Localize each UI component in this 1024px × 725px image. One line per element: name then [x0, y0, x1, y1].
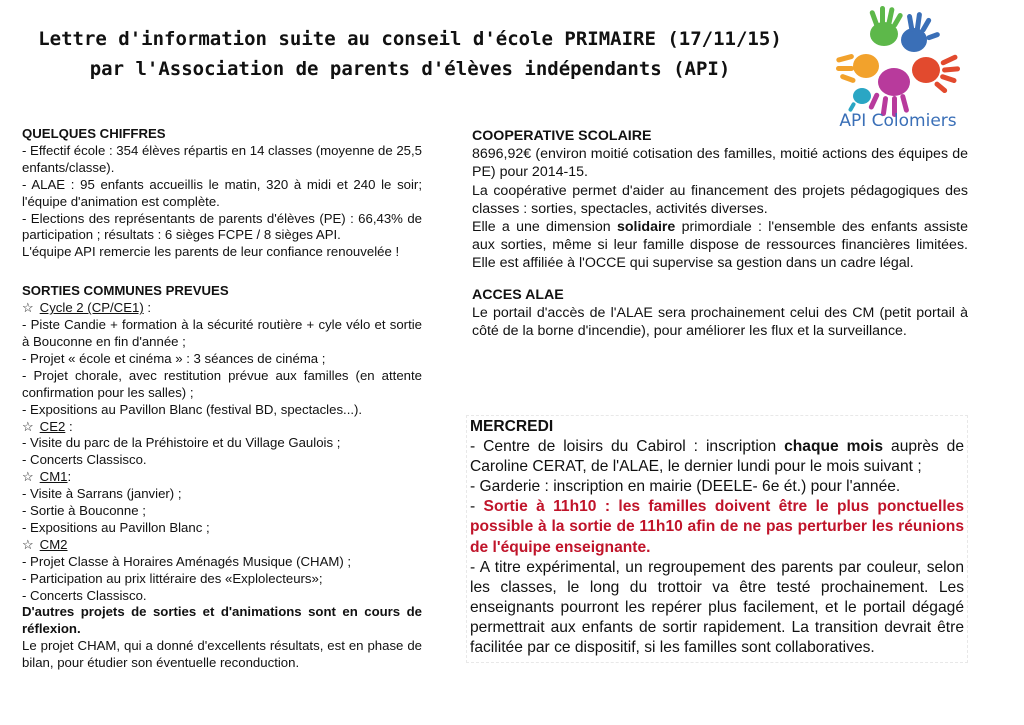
list-item: - Concerts Classisco.: [22, 587, 147, 603]
page-subtitle: par l'Association de parents d'élèves indépendants (API): [89, 58, 731, 80]
mercredi-item: - Garderie : inscription en mairie (DEELE- 6e ét.) pour l'année.: [470, 478, 901, 496]
list-item: - Participation au prix littéraire des «Explolecteurs»;: [22, 570, 323, 586]
cycle2-heading: [22, 300, 422, 317]
list-item: - Visite à Sarrans (janvier) ;: [22, 486, 182, 502]
text-run: -: [470, 498, 484, 516]
bold-note: D'autres projets de sorties et d'animations sont en cours de réflexion.: [22, 604, 422, 637]
cm2-label: CM2: [39, 536, 68, 552]
hand-green-icon: [869, 6, 904, 46]
list-item: - Projet Classe à Horaires Aménagés Musique (CHAM) ;: [22, 553, 352, 569]
chaque-mois-bold: chaque mois: [784, 438, 884, 456]
solidaire-bold: solidaire: [616, 219, 676, 236]
chiffres-line: L'équipe API remercie les parents de leur confiance renouvelée !: [22, 244, 400, 260]
cycle2-suffix: :: [143, 300, 152, 316]
star-icon: ☆: [22, 536, 34, 552]
hand-orange-icon: [836, 53, 879, 83]
mercredi-item: [470, 437, 964, 477]
chiffres-heading: QUELQUES CHIFFRES: [22, 126, 166, 141]
list-item: - Projet chorale, avec restitution prévue aux familles (en attente confirmation pour les salles) ;: [22, 367, 422, 400]
text-run: auprès de Caroline CERAT, de l'ALAE, le dernier lundi pour le mois suivant ;: [470, 438, 964, 476]
cm1-suffix: :: [67, 469, 72, 485]
star-icon: ☆: [22, 418, 34, 434]
text-run: - Centre de loisirs du Cabirol : inscription: [470, 438, 785, 456]
star-icon: ☆: [22, 300, 34, 316]
right-column: [472, 127, 968, 340]
list-item: - Expositions au Pavillon Blanc (festival BD, spectacles...).: [22, 401, 363, 417]
list-item: - Concerts Classisco.: [22, 452, 147, 468]
text-run: Elle a une dimension: [472, 219, 617, 236]
cooperative-para: 8696,92€ (environ moitié cotisation des familles, moitié actions des équipes de PE) pour 2014-15.: [472, 146, 968, 181]
chiffres-line: - ALAE : 95 enfants accueillis le matin, 320 à midi et 240 le soir; l'équipe d'animation est complète.: [22, 176, 422, 209]
left-column: [22, 126, 422, 672]
list-item: - Piste Candie + formation à la sécurité routière + cyle vélo et sortie à Bouconne en fin d'année ;: [22, 317, 422, 349]
cm1-heading: [22, 469, 422, 486]
hand-red-icon: [912, 54, 960, 94]
list-item: - Visite du parc de la Préhistoire et du Village Gaulois ;: [22, 435, 341, 451]
star-icon: ☆: [22, 469, 34, 485]
mercredi-heading: MERCREDI: [470, 418, 554, 435]
list-item: - Projet « école et cinéma » : 3 séances de cinéma ;: [22, 350, 326, 366]
ce2-label: CE2: [39, 418, 66, 434]
cycle2-label: Cycle 2 (CP/CE1): [39, 300, 144, 316]
mercredi-item: [470, 497, 964, 557]
acces-heading: ACCES ALAE: [472, 286, 564, 303]
list-item: - Sortie à Bouconne ;: [22, 503, 146, 519]
cham-note: Le projet CHAM, qui a donné d'excellents résultats, est en phase de bilan, pour étudier son éventuelle reconduction.: [22, 638, 422, 671]
mercredi-box: [466, 415, 968, 663]
list-item: - Expositions au Pavillon Blanc ;: [22, 519, 210, 535]
page-title: Lettre d'information suite au conseil d'école PRIMAIRE (17/11/15): [38, 28, 782, 50]
acces-text: Le portail d'accès de l'ALAE sera prochainement celui des CM (petit portail à côté de la borne d'incendie), pour améliorer les flux et la surveillance.: [472, 304, 968, 340]
text-run: primordiale : l'ensemble des enfants assiste aux sorties, même si leur famille dispose de ressources financières limitées. Elle est affiliée à l'OCCE qui supervise sa gestion dans un cadre légal.: [472, 219, 969, 272]
cooperative-heading: COOPERATIVE SCOLAIRE: [472, 128, 652, 144]
mercredi-item: - A titre expérimental, un regroupement des parents par couleur, selon les classes, le long du trottoir va être testé prochainement. Les enseignants pourront les repérer plus facilement, et le portail dégagé permettrait aux enfants de sortir rapidement. La transition devrait être facilitée par ce dispositif, si les familles sont collaboratives.: [470, 558, 964, 657]
logo-text: API Colomiers: [839, 111, 957, 131]
cooperative-para: La coopérative permet d'aider au financement des projets pédagogiques des classes : sorties, spectacles, activités diverses.: [472, 182, 968, 217]
cooperative-para: [472, 218, 968, 273]
ce2-heading: [22, 419, 422, 436]
sorties-heading: SORTIES COMMUNES PREVUES: [22, 283, 229, 299]
cm1-label: CM1: [39, 469, 68, 485]
chiffres-line: - Elections des représentants de parents d'élèves (PE) : 66,43% de participation ; résultats : 6 sièges FCPE / 8 sièges API.: [22, 210, 422, 243]
hand-blue-icon: [901, 12, 941, 52]
chiffres-line: - Effectif école : 354 élèves répartis en 14 classes (moyenne de 25,5 enfants/classe).: [22, 142, 423, 175]
sortie-warning: Sortie à 11h10 : les familles doivent être le plus ponctuelles possible à la sortie de 11h10 afin de ne pas perturber les réunions de l'équipe enseignante.: [470, 498, 964, 556]
hand-cyan-icon: [848, 88, 871, 112]
cm2-heading: [22, 537, 422, 554]
hand-purple-icon: [868, 68, 910, 117]
ce2-suffix: :: [65, 418, 73, 434]
